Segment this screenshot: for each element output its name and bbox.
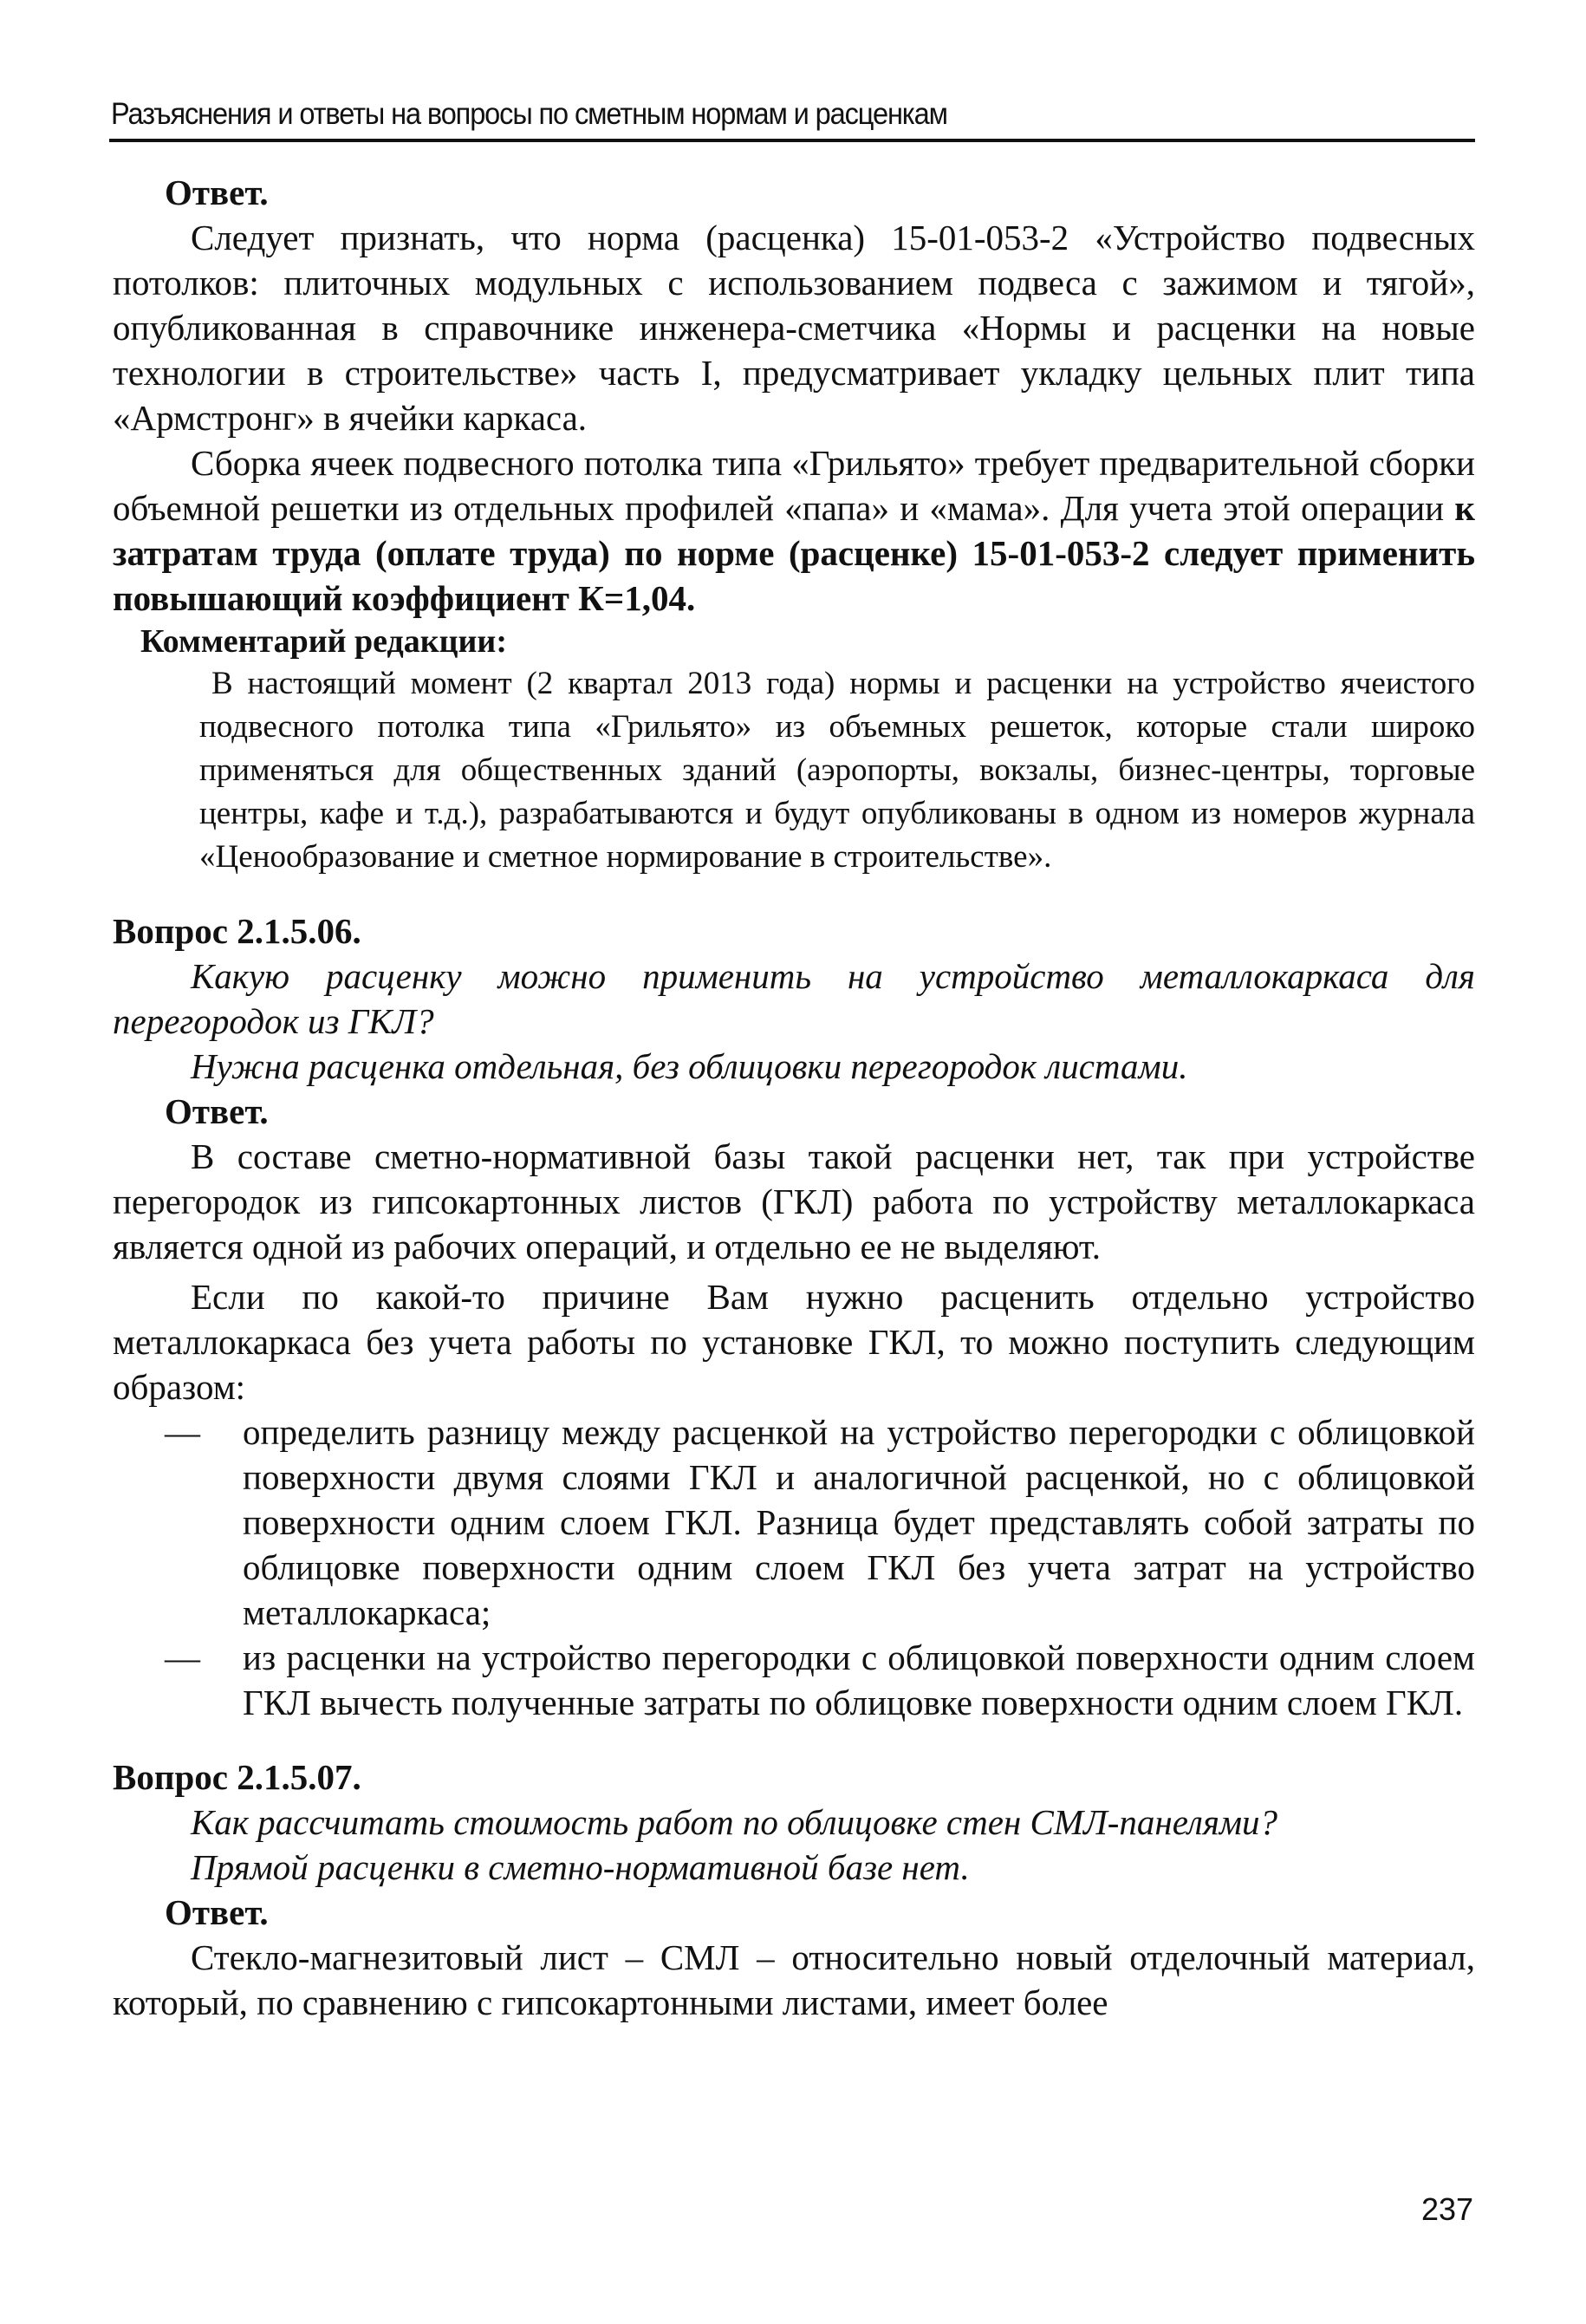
question-clarification: Прямой расценки в сметно-нормативной базе нет.: [191, 1847, 970, 1887]
running-head: Разъяснения и ответы на вопросы по сметным нормам и расценкам: [111, 97, 947, 131]
header-rule: [109, 139, 1475, 142]
answer-paragraph: В составе сметно-нормативной базы такой расценки нет, так при устройстве перегородок из гипсокартонных листов (ГКЛ) работа по устройству металлокаркаса является одной из рабочих операций, и отдельно ее не выделяют.: [113, 1136, 1475, 1266]
question-text: Как рассчитать стоимость работ по облицовке стен СМЛ-панелями?: [191, 1802, 1278, 1842]
list-item: [165, 1635, 1475, 1725]
list-item: [165, 1409, 1475, 1635]
question-title-2-1-5-06: Вопрос 2.1.5.06.: [113, 911, 361, 951]
paragraph-text: Сборка ячеек подвесного потолка типа «Грильято» требует предварительной сборки объемной решетки из отдельных профилей «папа» и «мама». Для учета этой операции: [113, 443, 1475, 528]
bold-conclusion: к затратам труда (оплате труда) по норме (расценке) 15-01-053-2 следует применить повышающий коэффициент К=1,04.: [113, 488, 1475, 618]
editorial-comment-label: Комментарий редакции:: [140, 623, 507, 660]
answer-paragraph: Следует признать, что норма (расценка) 15-01-053-2 «Устройство подвесных потолков: плиточных модульных с использованием подвеса с зажимом и тягой», опубликованная в справочнике инженера-сметчика «Нормы и расценки на новые технологии в строительстве» часть I, предусматривает укладку цельных плит типа «Армстронг» в ячейки каркаса.: [113, 218, 1475, 438]
dash-bullet: —: [165, 1637, 200, 1677]
answer-paragraph: Стекло-магнезитовый лист – СМЛ – относительно новый отделочный материал, который, по сравнению с гипсокартонными листами, имеет более: [113, 1937, 1475, 2022]
page-body: [113, 170, 1475, 2025]
page-number: 237: [1421, 2191, 1474, 2227]
list-item-text: определить разницу между расценкой на устройство перегородки с облицовкой поверхности двумя слоями ГКЛ и аналогичной расценкой, но с облицовкой поверхности одним слоем ГКЛ. Разница будет представлять собой затраты по облицовке поверхности одним слоем ГКЛ без учета затрат на устройство металлокаркаса;: [243, 1412, 1475, 1632]
answer-label: Ответ.: [165, 1091, 269, 1131]
question-clarification: Нужна расценка отдельная, без облицовки перегородок листами.: [191, 1046, 1188, 1086]
dash-bullet: —: [165, 1412, 200, 1452]
answer-paragraph-emphasis: [113, 440, 1475, 621]
editorial-comment-text: В настоящий момент (2 квартал 2013 года) нормы и расценки на устройство ячеистого подвесного потолка типа «Грильято» из объемных решеток, которые стали широко применяться для общественных зданий (аэропорты, вокзалы, бизнес-центры, торговые центры, кафе и т.д.), разрабатываются и будут опубликованы в одном из номеров журнала «Ценообразование и сметное нормирование в строительстве».: [199, 666, 1475, 875]
answer-label: Ответ.: [165, 1892, 269, 1932]
answer-paragraph: Если по какой-то причине Вам нужно расценить отдельно устройство металлокаркаса без учета работы по установке ГКЛ, то можно поступить следующим образом:: [113, 1277, 1475, 1407]
question-text: Какую расценку можно применить на устройство металлокаркаса для перегородок из ГКЛ?: [113, 956, 1475, 1041]
list-item-text: из расценки на устройство перегородки с облицовкой поверхности одним слоем ГКЛ вычесть полученные затраты по облицовке поверхности одним слоем ГКЛ.: [243, 1637, 1475, 1722]
question-title-2-1-5-07: Вопрос 2.1.5.07.: [113, 1757, 361, 1797]
answer-label: Ответ.: [165, 173, 269, 212]
